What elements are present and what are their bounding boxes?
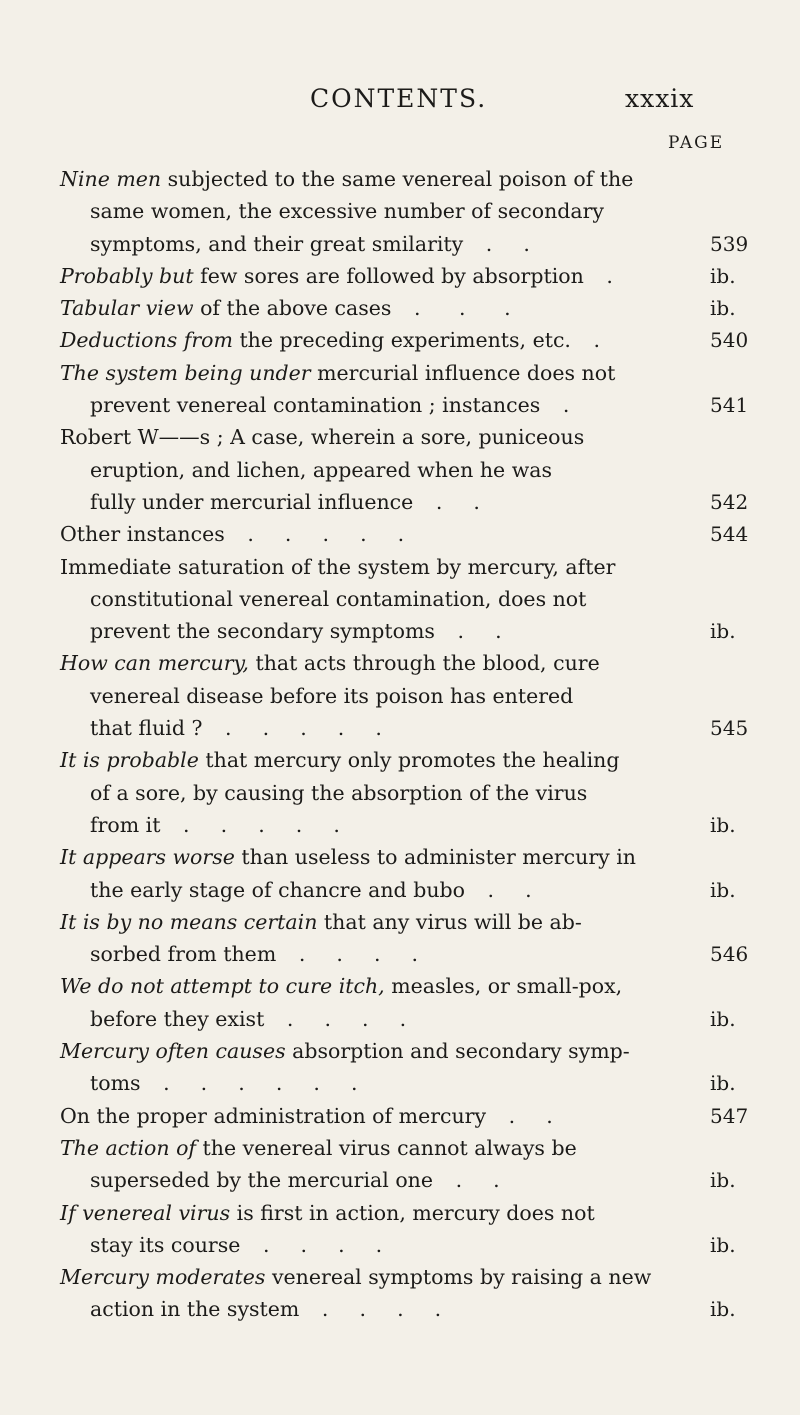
contents-entry: [60, 1132, 750, 1197]
entry-text: [90, 587, 586, 611]
page-number: ib.: [710, 619, 736, 644]
entry-line: [60, 874, 750, 906]
contents-entry: [60, 647, 750, 744]
contents-entry: [60, 970, 750, 1035]
entry-line: [60, 357, 750, 389]
entry-line: [60, 938, 750, 970]
entry-plain-text: is first in action, mercury does not: [230, 1200, 595, 1225]
contents-entry: [60, 551, 750, 648]
entry-plain-text: prevent venereal contamination ; instances: [90, 393, 541, 418]
leader-dots: . . . . .: [160, 812, 341, 837]
page-number: 544: [710, 522, 749, 547]
entry-text: [60, 974, 622, 998]
leader-dots: .: [570, 328, 602, 353]
entry-text: [60, 1265, 651, 1289]
entry-plain-text: measles, or small-pox,: [384, 974, 623, 999]
entry-line: [60, 163, 750, 195]
entry-line: [60, 841, 750, 873]
entry-text: [90, 199, 604, 223]
entry-plain-text: action in the system: [90, 1297, 300, 1322]
leader-dots: . .: [486, 1103, 554, 1128]
entry-text: [90, 1233, 240, 1257]
entry-text: [60, 264, 584, 288]
entry-italic-text: The system being under: [60, 360, 311, 385]
entry-line: [60, 1261, 750, 1293]
entry-plain-text: constitutional venereal contamination, does not: [90, 586, 587, 611]
entry-text: [90, 1071, 141, 1095]
entry-plain-text: that fluid ?: [90, 716, 203, 741]
entry-line: [60, 1132, 750, 1164]
page-number: 540: [710, 328, 749, 353]
entry-line: [60, 1229, 750, 1261]
entry-line: [60, 712, 750, 744]
entry-text: [60, 748, 620, 772]
entry-italic-text: Mercury moderates: [60, 1265, 266, 1290]
leader-dots: . . . . .: [224, 522, 406, 547]
contents-entry: [60, 1100, 750, 1132]
entry-text: [90, 619, 435, 643]
contents-entry: [60, 744, 750, 841]
page-number: 539: [710, 231, 749, 256]
entry-line: [60, 744, 750, 776]
leader-dots: . . . .: [299, 1297, 443, 1322]
entry-plain-text: that mercury only promotes the healing: [198, 748, 620, 773]
page-number: ib.: [710, 1232, 736, 1257]
entry-line: [60, 260, 750, 292]
header-title: CONTENTS.: [310, 84, 488, 113]
entry-line: [60, 421, 750, 453]
entry-text: [60, 167, 633, 191]
leader-dots: .: [540, 393, 571, 418]
entry-text: [60, 555, 615, 579]
contents-entry: [60, 260, 750, 292]
entry-text: [60, 361, 615, 385]
running-header: [0, 84, 800, 118]
entry-line: [60, 680, 750, 712]
page-number: 547: [710, 1103, 749, 1128]
entry-text: [90, 716, 202, 740]
entry-line: [60, 454, 750, 486]
contents-entry: [60, 324, 750, 356]
entry-line: [60, 486, 750, 518]
page-number: 541: [710, 393, 749, 418]
entry-plain-text: venereal symptoms by raising a new: [265, 1265, 652, 1290]
entry-text: [60, 296, 391, 320]
entry-text: [90, 458, 552, 482]
entry-line: [60, 1003, 750, 1035]
leader-dots: . .: [433, 1168, 501, 1193]
entry-text: [60, 1104, 486, 1128]
entry-line: [60, 809, 750, 841]
contents-entry: [60, 1035, 750, 1100]
entry-line: [60, 615, 750, 647]
entry-text: [90, 781, 587, 805]
page-column-label: PAGE: [668, 133, 725, 153]
entry-plain-text: Other instances: [60, 522, 225, 547]
entry-line: [60, 195, 750, 227]
entry-italic-text: Deductions from: [60, 328, 233, 353]
entry-plain-text: Robert W——s ; A case, wherein a sore, puniceous: [60, 425, 585, 450]
entry-italic-text: It is by no means certain: [60, 909, 318, 934]
page-number: ib.: [710, 1297, 736, 1322]
entry-italic-text: The action of: [60, 1135, 197, 1160]
header-folio: xxxix: [625, 84, 695, 113]
entry-line: [60, 1067, 750, 1099]
entry-plain-text: superseded by the mercurial one: [90, 1168, 434, 1193]
entry-text: [90, 813, 160, 837]
page-number: 542: [710, 489, 749, 514]
entry-line: [60, 324, 750, 356]
contents-entry: [60, 518, 750, 550]
entry-italic-text: It appears worse: [60, 845, 235, 870]
entry-text: [60, 328, 571, 352]
leader-dots: . .: [413, 489, 481, 514]
entry-plain-text: eruption, and lichen, appeared when he was: [90, 457, 552, 482]
entry-plain-text: that any virus will be ab-: [317, 909, 582, 934]
leader-dots: . .: [463, 231, 531, 256]
entry-line: [60, 970, 750, 1002]
leader-dots: . . . . . .: [140, 1071, 359, 1096]
entry-plain-text: sorbed from them: [90, 942, 277, 967]
entry-text: [60, 425, 584, 449]
entry-plain-text: the venereal virus cannot always be: [196, 1135, 577, 1160]
page-number: ib.: [710, 296, 736, 321]
page-number: ib.: [710, 1006, 736, 1031]
entry-line: [60, 1100, 750, 1132]
entry-line: [60, 292, 750, 324]
entry-plain-text: few sores are followed by absorption: [193, 263, 584, 288]
entry-plain-text: mercurial influence does not: [310, 360, 616, 385]
entry-line: [60, 1035, 750, 1067]
leader-dots: . . . .: [276, 942, 420, 967]
leader-dots: . . . .: [240, 1232, 384, 1257]
entry-line: [60, 228, 750, 260]
entry-text: [60, 1136, 577, 1160]
entry-text: [90, 878, 465, 902]
contents-list: [60, 163, 750, 1326]
entry-text: [90, 232, 463, 256]
entry-line: [60, 1293, 750, 1325]
entry-plain-text: that acts through the blood, cure: [248, 651, 600, 676]
page-number: 545: [710, 716, 749, 741]
page-number: ib.: [710, 877, 736, 902]
entry-plain-text: absorption and secondary symp-: [285, 1039, 630, 1064]
entry-plain-text: of a sore, by causing the absorption of the virus: [90, 780, 588, 805]
entry-italic-text: Probably but: [60, 263, 194, 288]
entry-plain-text: the early stage of chancre and bubo: [90, 877, 465, 902]
entry-line: [60, 1197, 750, 1229]
entry-line: [60, 518, 750, 550]
entry-text: [60, 845, 636, 869]
entry-line: [60, 583, 750, 615]
page-number: ib.: [710, 263, 736, 288]
entry-italic-text: It is probable: [60, 748, 199, 773]
leader-dots: . . . . .: [202, 716, 383, 741]
contents-entry: [60, 163, 750, 260]
entry-text: [60, 651, 600, 675]
entry-plain-text: fully under mercurial influence: [90, 489, 414, 514]
contents-entry: [60, 906, 750, 971]
entry-plain-text: of the above cases: [193, 296, 392, 321]
entry-italic-text: How can mercury,: [60, 651, 249, 676]
leader-dots: . . .: [391, 296, 512, 321]
entry-italic-text: Tabular view: [60, 296, 194, 321]
entry-plain-text: symptoms, and their great smilarity: [90, 231, 464, 256]
entry-text: [60, 1201, 595, 1225]
entry-plain-text: than useless to administer mercury in: [234, 845, 636, 870]
entry-text: [90, 684, 573, 708]
entry-text: [90, 1168, 433, 1192]
leader-dots: .: [583, 263, 614, 288]
entry-plain-text: same women, the excessive number of secondary: [90, 199, 605, 224]
entry-plain-text: Immediate saturation of the system by mercury, after: [60, 554, 616, 579]
page-number: ib.: [710, 1168, 736, 1193]
entry-line: [60, 551, 750, 583]
leader-dots: . .: [434, 619, 503, 644]
entry-text: [90, 490, 413, 514]
entry-text: [90, 942, 276, 966]
contents-entry: [60, 1261, 750, 1326]
entry-line: [60, 906, 750, 938]
entry-italic-text: If venereal virus: [60, 1200, 231, 1225]
entry-text: [90, 1007, 264, 1031]
leader-dots: . .: [465, 877, 533, 902]
entry-plain-text: On the proper administration of mercury: [60, 1103, 487, 1128]
entry-plain-text: stay its course: [90, 1232, 241, 1257]
entry-text: [60, 910, 582, 934]
entry-plain-text: subjected to the same venereal poison of the: [161, 167, 634, 191]
contents-entry: [60, 421, 750, 518]
page-number: ib.: [710, 812, 736, 837]
entry-plain-text: prevent the secondary symptoms: [90, 619, 435, 644]
entry-line: [60, 647, 750, 679]
contents-entry: [60, 292, 750, 324]
entry-line: [60, 389, 750, 421]
entry-text: [90, 393, 540, 417]
entry-line: [60, 777, 750, 809]
entry-plain-text: before they exist: [90, 1006, 265, 1031]
entry-plain-text: from it: [90, 812, 161, 837]
contents-entry: [60, 1197, 750, 1262]
entry-plain-text: the preceding experiments, etc.: [232, 328, 571, 353]
entry-italic-text: Mercury often causes: [60, 1039, 286, 1064]
page-number: 546: [710, 942, 749, 967]
contents-entry: [60, 841, 750, 906]
entry-italic-text: Nine men: [60, 167, 162, 191]
page-number: ib.: [710, 1071, 736, 1096]
entry-text: [60, 1039, 630, 1063]
entry-plain-text: toms: [90, 1071, 141, 1096]
entry-line: [60, 1164, 750, 1196]
entry-text: [60, 522, 225, 546]
entry-text: [90, 1297, 299, 1321]
entry-italic-text: We do not attempt to cure itch,: [60, 974, 385, 999]
entry-plain-text: venereal disease before its poison has entered: [90, 683, 574, 708]
contents-entry: [60, 357, 750, 422]
leader-dots: . . . .: [264, 1006, 408, 1031]
